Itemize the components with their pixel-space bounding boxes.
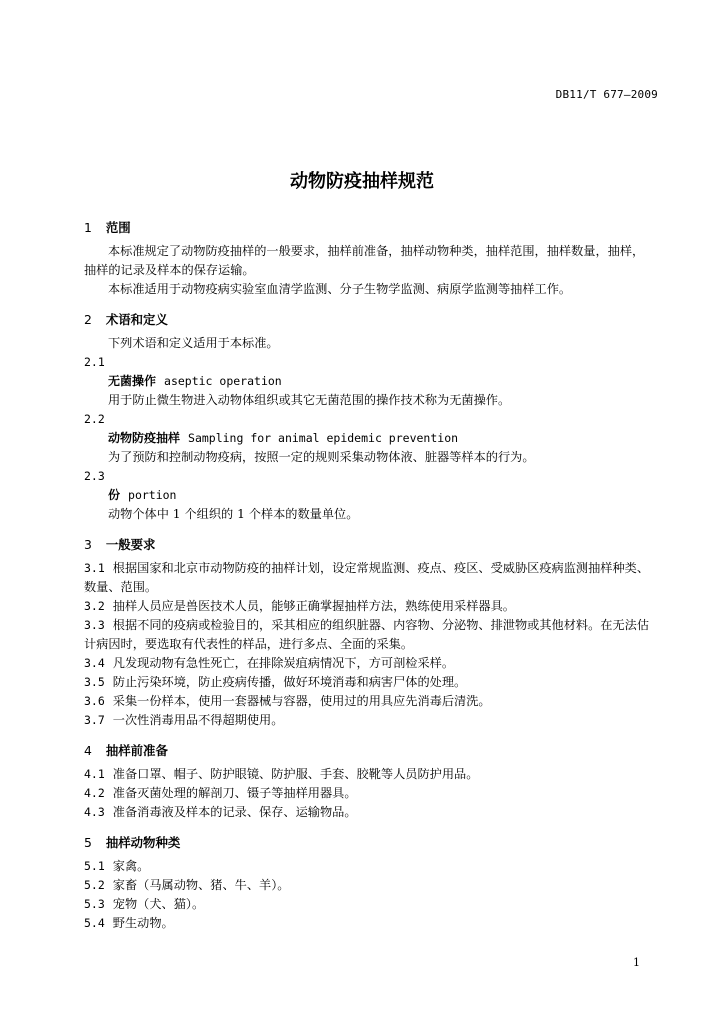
term-zh: 份 xyxy=(108,488,121,502)
section-title: 一般要求 xyxy=(105,537,156,552)
section-2-heading xyxy=(84,310,656,329)
section-title: 抽样动物种类 xyxy=(105,835,181,850)
term-zh: 无菌操作 xyxy=(108,374,157,388)
section-number: 2 xyxy=(84,312,92,327)
item-number: 3.2 xyxy=(84,599,105,613)
item-number: 4.3 xyxy=(84,805,105,819)
term-number: 2.2 xyxy=(84,412,105,426)
section-3-heading xyxy=(84,535,656,554)
item-text: 抽样人员应是兽医技术人员，能够正确掌握抽样方法，熟练使用采样器具。 xyxy=(112,599,515,613)
list-item xyxy=(84,857,656,876)
document-title: 动物防疫抽样规范 xyxy=(290,171,434,192)
item-text: 防止污染环境，防止疫病传播，做好环境消毒和病害尸体的处理。 xyxy=(112,675,467,689)
document-body xyxy=(84,218,656,933)
term-name xyxy=(108,486,656,505)
section-title: 范围 xyxy=(105,220,131,235)
section-5-heading xyxy=(84,833,656,852)
paragraph: 本标准适用于动物疫病实验室血清学监测、分子生物学监测、病原学监测等抽样工作。 xyxy=(108,282,572,296)
section-1-heading xyxy=(84,218,656,237)
term-name xyxy=(108,372,656,391)
item-text: 根据不同的疫病或检验目的，采其相应的组织脏器、内容物、分泌物、排泄物或其他材料。在无法估计病因时，要选取有代表性的样品，进行多点、全面的采集。 xyxy=(84,618,650,651)
item-number: 5.1 xyxy=(84,859,105,873)
item-text: 家禽。 xyxy=(112,859,150,873)
list-item xyxy=(84,895,656,914)
list-item xyxy=(84,597,656,616)
section-title: 术语和定义 xyxy=(105,312,168,327)
term-definition: 动物个体中 1 个组织的 1 个样本的数量单位。 xyxy=(108,507,359,521)
term-definition: 为了预防和控制动物疫病，按照一定的规则采集动物体液、脏器等样本的行为。 xyxy=(108,450,535,464)
paragraph: 本标准规定了动物防疫抽样的一般要求，抽样前准备，抽样动物种类，抽样范围，抽样数量，抽样，抽样的记录及样本的保存运输。 xyxy=(84,244,645,277)
list-item xyxy=(84,559,656,597)
item-text: 一次性消毒用品不得超期使用。 xyxy=(112,713,284,727)
item-number: 3.1 xyxy=(84,561,105,575)
term-en: aseptic operation xyxy=(164,374,282,388)
item-number: 3.6 xyxy=(84,694,105,708)
page-number: 1 xyxy=(633,956,640,969)
list-item xyxy=(84,673,656,692)
item-number: 3.3 xyxy=(84,618,105,632)
item-number: 4.1 xyxy=(84,767,105,781)
term-en: portion xyxy=(128,488,177,502)
term-number: 2.3 xyxy=(84,469,105,483)
item-number: 3.7 xyxy=(84,713,105,727)
item-text: 野生动物。 xyxy=(112,916,174,930)
item-number: 3.4 xyxy=(84,656,105,670)
item-number: 5.2 xyxy=(84,878,105,892)
section-number: 4 xyxy=(84,743,92,758)
item-text: 采集一份样本，使用一套器械与容器，使用过的用具应先消毒后清洗。 xyxy=(112,694,491,708)
list-item xyxy=(84,876,656,895)
section-number: 3 xyxy=(84,537,92,552)
item-number: 5.3 xyxy=(84,897,105,911)
list-item xyxy=(84,692,656,711)
item-number: 3.5 xyxy=(84,675,105,689)
list-item xyxy=(84,654,656,673)
list-item xyxy=(84,711,656,730)
list-item xyxy=(84,616,656,654)
item-number: 5.4 xyxy=(84,916,105,930)
section-number: 5 xyxy=(84,835,92,850)
section-number: 1 xyxy=(84,220,92,235)
section-title: 抽样前准备 xyxy=(105,743,168,758)
term-name xyxy=(108,429,656,448)
item-text: 凡发现动物有急性死亡，在排除炭疽病情况下，方可剖检采样。 xyxy=(112,656,455,670)
list-item xyxy=(84,914,656,933)
list-item xyxy=(84,803,656,822)
item-text: 根据国家和北京市动物防疫的抽样计划，设定常规监测、疫点、疫区、受威胁区疫病监测抽样种类、数量、范围。 xyxy=(84,561,650,594)
paragraph: 下列术语和定义适用于本标准。 xyxy=(108,336,279,350)
item-text: 宠物（犬、猫）。 xyxy=(112,897,205,911)
item-text: 准备灭菌处理的解剖刀、镊子等抽样用器具。 xyxy=(112,786,357,800)
item-number: 4.2 xyxy=(84,786,105,800)
item-text: 准备消毒液及样本的记录、保存、运输物品。 xyxy=(112,805,357,819)
term-zh: 动物防疫抽样 xyxy=(108,431,181,445)
list-item xyxy=(84,765,656,784)
document-code: DB11/T 677—2009 xyxy=(555,88,658,101)
list-item xyxy=(84,784,656,803)
term-en: Sampling for animal epidemic prevention xyxy=(188,431,459,445)
term-definition: 用于防止微生物进入动物体组织或其它无菌范围的操作技术称为无菌操作。 xyxy=(108,393,511,407)
item-text: 准备口罩、帽子、防护眼镜、防护服、手套、胶靴等人员防护用品。 xyxy=(112,767,479,781)
item-text: 家畜（马属动物、猪、牛、羊）。 xyxy=(112,878,290,892)
section-4-heading xyxy=(84,741,656,760)
term-number: 2.1 xyxy=(84,355,105,369)
